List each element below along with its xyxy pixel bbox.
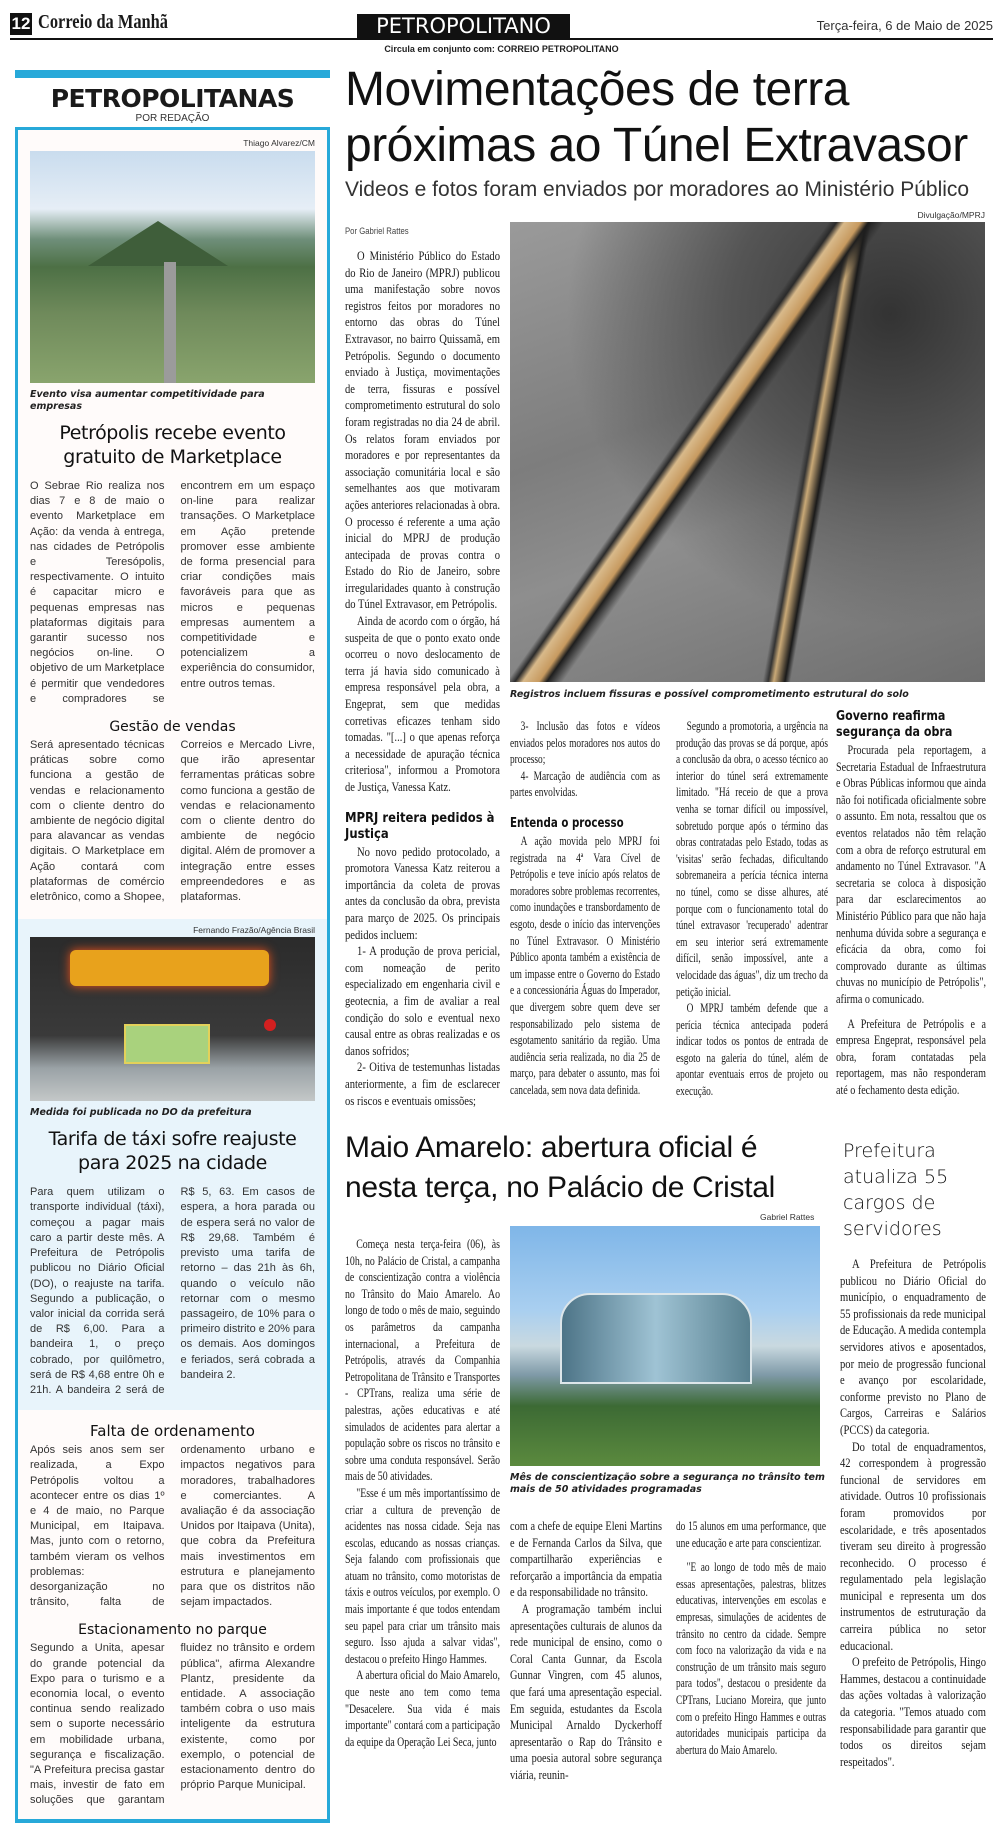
headline-line: Maio Amarelo: abertura oficial é [345, 1131, 758, 1164]
palacio-de-cristal-photo [510, 1226, 820, 1466]
sidebar-byline: POR REDAÇÃO [135, 113, 210, 124]
paragraph: A abertura oficial do Maio Amarelo, que neste ano tem como tema "Desacelere. Sua vida é mais importante" contará com a participação da equipe da Operação Lei Seca, junto [345, 1668, 500, 1749]
maio-column-3 [676, 1518, 826, 1758]
subhead: MPRJ reitera pedidos à Justiça [345, 809, 495, 842]
paragraph: 1- A produção de prova pericial, com nomeação de perito especializado em engenharia civil e geotecnia, a fim de avaliar a real condição do solo e eventual nexo causal entre as obras realizadas e os danos sofridos; [345, 944, 500, 1058]
story-headline: Petrópolis recebe evento gratuito de Marketplace [59, 422, 286, 468]
paragraph: 4- Marcação de audiência com as partes envolvidas. [510, 768, 660, 800]
subhead: Governo reafirma segurança da obra [836, 708, 953, 740]
taxi-roof-sign [124, 1024, 210, 1063]
paragraph: 3- Inclusão das fotos e vídeos enviados pelos moradores nos autos do processo; [510, 719, 660, 767]
headline-line: Movimentações de terra [345, 63, 849, 116]
servidores-body [840, 1256, 986, 1770]
article-column-4 [836, 708, 986, 1098]
paragraph: A programação também inclui apresentações culturais de alunos da rede municipal de ensino, como o Coral Canta Gunnar, da Escola Gunnar Vingren, com 45 alunos, que fará uma apresentação especial. Em seguida, estudantes da Escola Municipal Arnaldo Dyckerhoff apresentarão o Rap do Trânsito e uma poesia autoral sobre segurança viária, reunin- [510, 1601, 662, 1782]
story-body: Será apresentado técnicas práticas sobre como funciona a gestão de vendas e relacionamento com o cliente dentro do ambiente de negócio digital para alavancar as vendas digitais. O Marketplace em Ação contará com plataformas de comércio eletrônico, como a Shopee, Correios e Mercado Livre, que irão apresentar ferramentas práticas sobre como funciona a gestão de vendas e relacionamento com o cliente dentro do ambiente de negócio digital. Além de promover a integração entre esses empreendedores e as plataformas. [30, 739, 315, 904]
soil-crack-photo [510, 222, 985, 682]
paragraph: Procurada pela reportagem, a Secretaria Estadual de Infraestrutura e Obras Públicas informou que ainda não foi notificada oficialmente sobre o assunto. Em nota, ressaltou que os eventos relatados não têm relação com a obra de reforço estrutural em andamento no Túnel Extravasor. "A secretaria se coloca à disposição para dar esclarecimentos ao Ministério Público para que não haja nenhuma dúvida sobre a segurança e eficácia da obra, como foi comprovado durante as últimas chuvas no município de Petrópolis", afirma o comunicado. [836, 743, 986, 1006]
sidebar-box [15, 127, 330, 1823]
photo-credit: Divulgação/MPRJ [917, 210, 985, 220]
maio-headline [345, 1128, 825, 1208]
story-subhead: Estacionamento no parque [78, 1622, 267, 1639]
sidebar-accent-bar [15, 70, 330, 78]
main-subheadline: Videos e fotos foram enviados por moradores ao Ministério Público [345, 178, 970, 201]
article-column-3 [676, 718, 828, 1100]
headline-line: próximas ao Túnel Extravasor [345, 119, 968, 172]
petropolis-aerial-photo [30, 151, 315, 383]
paragraph: O prefeito de Petrópolis, Hingo Hammes, destacou a continuidade das ações voltadas à valorização da categoria. "Temos atuado com responsabilidade para garantir que todos os direitos sejam respeitados". [840, 1655, 986, 1769]
issue-date: Terça-feira, 6 de Maio de 2025 [816, 18, 993, 33]
photo-credit: Fernando Frazão/Agência Brasil [193, 925, 315, 936]
red-light [264, 1019, 276, 1031]
paragraph: No novo pedido protocolado, a promotora Vanessa Katz reiterou a importância da coleta de provas antes da conclusão da obra, prevista para março de 2025. Os principais pedidos incluem: [345, 844, 500, 942]
headline-line: nesta terça, no Palácio de Cristal [345, 1171, 776, 1204]
mountain-shape [88, 221, 228, 266]
story-body: O Sebrae Rio realiza nos dias 7 e 8 de maio o evento Marketplace em Ação: da venda à entrega, nas cidades de Petrópolis e Teresópolis, respectivamente. O intuito é capacitar micro e pequenas empresas nas plataformas digitais para garantir sucesso nos negócios on-line. O objetivo de um Marketplace é permitir que vendedores e compradores se encontrem em um espaço on-line para realizar transações. O Marketplace em Ação pretende promover esse ambiente de forma presencial para criar condições mais favoráveis para que as micros e pequenas empresas aumentem a competitividade e potencializem a experiência do consumidor, entre outros temas. [30, 480, 315, 705]
sidebar-title: PETROPOLITANAS [50, 84, 295, 113]
paragraph: Ainda de acordo com o órgão, há suspeita de que o ponto exato onde ocorreu o novo deslocamento de terra já havia sido comunicado à empresa responsável pela obra, a Engeprat, sem que medidas corretivas eficazes tenham sido tomadas. "[...] o que apenas reforça a necessidade de apuração técnica criteriosa", informou a Promotora de Justiça, Vanessa Katz. [345, 614, 500, 794]
photo-caption: Medida foi publicada no DO da prefeitura [30, 1107, 252, 1119]
article-column-2 [510, 718, 660, 1098]
glass-palace-shape [560, 1293, 752, 1384]
main-headline [345, 62, 990, 174]
paragraph: Segundo a promotoria, a urgência na produção das provas se dá porque, após a conclusão da obra, o acesso técnico ao interior do túnel será extremamente limitado. "Há receio de que a prova venha se tornar difícil ou impossível, sobretudo porque após o término das obras contratadas pelo Estado, todas as 'visitas' serão fechadas, dificultando sobremaneira a perícia técnica interna no túnel, como se disse alhures, até porque com o funcionamento total do túnel extravasor 'recuperado' adentrar em seu interior será extremamente difícil, senão impossível, ante a velocidade das águas", diz um trecho da petição inicial. [676, 719, 828, 999]
story-headline: Falta de ordenamento [90, 1422, 255, 1441]
story-body: Após seis anos sem ser realizada, a Expo Petrópolis voltou a acontecer entre os dias 1º e 4 de maio, no Parque Municipal, em Itaipava. Mas, junto com o retorno, também vieram os velhos problemas: desorganização no trânsito, falta de ordenamento urbano e impactos negativos para moradores, trabalhadores e comerciantes. A avaliação é da associação Unidos por Itaipava (Unita), que cobra da Prefeitura mais investimentos em estrutura e planejamento para que os distritos não sejam impactados. [30, 1444, 315, 1609]
header-rule [10, 38, 993, 40]
paragraph: "Esse é um mês importantíssimo de criar a cultura de prevenção de acidentes nas nossa cidade. Seja nas escolas, educando as nossas crianças. Seja falando com profissionais que atuam no trânsito, como motoristas de táxis e outros veículos, por exemplo. O mais importante é que todos entendam seu papel para criar um trânsito mais seguro. Isso ajuda a salvar vidas", destacou o prefeito Hingo Hammes. [345, 1485, 500, 1666]
servidores-headline: Prefeitura atualiza 55 cargos de servidores [843, 1140, 949, 1240]
paragraph: A Prefeitura de Petrópolis e a empresa Engeprat, responsável pela obra, foram contatadas pela reportagem, mas não responderam até o fechamento desta edição. [836, 1016, 986, 1097]
paragraph: O MPRJ também defende que a perícia técnica antecipada poderá indicar todos os pontos de entrada de esgoto na galeria do túnel, além de apontar eventuais erros de projeto ou execução. [676, 1001, 828, 1099]
circulation-note: Circula em conjunto com: CORREIO PETROPOLITANO [384, 44, 619, 54]
photo-caption: Mês de conscientização sobre a segurança no trânsito tem mais de 50 atividades programadas [510, 1472, 825, 1495]
story-body: Segundo a Unita, apesar do grande potencial da Expo para o turismo e a economia local, o evento continua sendo realizado sem o suporte necessário em mobilidade urbana, segurança e fiscalização. "A Prefeitura precisa gastar mais, investir de fato em soluções que garantam fluidez no trânsito e ordem pública", afirma Alexandre Plantz, presidente da entidade. A associação também cobra o uso mais inteligente da estrutura existente, como por exemplo, o potencial de estacionamento dentro do próprio Parque Municipal. [30, 1642, 315, 1807]
page-number: 12 [11, 14, 31, 33]
byline: Gabriel Rattes [760, 1212, 815, 1222]
byline: Por Gabriel Rattes [345, 226, 409, 236]
section-title: PETROPOLITANO [357, 14, 570, 39]
article-column-1 [345, 226, 500, 1109]
photo-caption: Evento visa aumentar competitividade para empresas [30, 389, 265, 412]
paragraph: O Ministério Público do Estado do Rio de Janeiro (MPRJ) publicou uma manifestação sobre novos registros feitos por moradores no entorno das obras do Túnel Extravasor, no bairro Quissamã, em Petrópolis. Segundo o documento enviado à Justiça, movimentações de terra, fissuras e possível comprometimento estrutural do solo foram registradas no dia 24 de abril. Os relatos foram enviados por moradores e por representantes da associação comunitária local e são semelhantes aos que motivaram ações anteriores relacionadas à obra. O processo é referente a uma ação inicial do MPRJ de produção antecipada de provas contra o Estado do Rio de Janeiro, sobre irregularidades quanto à construção do Túnel Extravasor, em Petrópolis. [345, 249, 500, 612]
story-body: Para quem utilizam o transporte individual (táxi), começou a pagar mais caro a partir deste mês. A Prefeitura de Petrópolis publicou no Diário Oficial (DO), o reajuste na tarifa. Segundo a publicação, o valor inicial da corrida será de R$ 6,00. Para a bandeira 1, o preço cobrado, por quilômetro, será de R$ 4,68 entre 0h e 21h. A bandeira 2 será de R$ 5, 63. Em casos de espera, a hora parada ou de espera será no valor de R$ 29,68. Também é previsto uma tarifa de retorno – das 21h às 6h, quando o veículo não retornar com o mesmo passageiro, de 10% para o primeiro distrito e 20% para os demais. Aos domingos e feriados, será cobrada a bandeira 2. [30, 1186, 316, 1396]
photo-credit: Thiago Alvarez/CM [243, 138, 315, 148]
paragraph: com a chefe de equipe Eleni Martins e de Fernanda Carlos da Silva, que compartilharão experiências e reforçarão a importância da empatia e da responsabilidade no trânsito. [510, 1519, 662, 1600]
taxi-sign-lights [70, 950, 270, 986]
story-headline: Tarifa de táxi sofre reajuste para 2025 na cidade [48, 1128, 297, 1175]
paragraph: "E ao longo de todo mês de maio essas apresentações, palestras, blitzes educativas, intervenções em escolas e empresas, simulações de acidentes de trânsito no centro da cidade. Sempre com foco na valorização da vida e na construção de um trânsito mais seguro para todos", destacou o presidente da CPTrans, Luciano Moreira, que junto com o prefeito Hingo Hammes e outras autoridades municipais participa da abertura do Maio Amarelo. [676, 1560, 826, 1757]
newspaper-name: Correio da Manhã [38, 11, 168, 33]
maio-column-2 [510, 1518, 662, 1784]
avenue-shape [164, 262, 176, 383]
paragraph: do 15 alunos em uma performance, que une educação e arte para conscientizar. [676, 1519, 826, 1550]
paragraph: 2- Oitiva de testemunhas listadas anteriormente, a fim de esclarecer os riscos e eventuais omissões; [345, 1060, 500, 1108]
taxi-photo [30, 937, 315, 1101]
photo-caption: Registros incluem fissuras e possível comprometimento estrutural do solo [510, 689, 909, 700]
paragraph: Do total de enquadramentos, 42 correspondem à progressão funcional de servidores em atividade. Outros 10 profissionais foram promovidos por escolaridade, e três aposentados tiveram seu direito à progressão reconhecido. O processo é regulamentado pela legislação municipal e representa um dos instrumentos de estruturação da carreira pública no setor educacional. [840, 1439, 986, 1653]
taxi-story [18, 919, 327, 1410]
paragraph: Começa nesta terça-feira (06), às 10h, no Palácio de Cristal, a campanha de conscientização contra a violência no Trânsito do Maio Amarelo. Ao longo de todo o mês de maio, seguindo os parâmetros da campanha internacional, a Prefeitura de Petrópolis, através da Companhia Petropolitana de Trânsito e Transportes - CPTrans, realiza uma série de palestras, ações educativas e até simulados de acidentes para alertar a população sobre os riscos no trânsito e sobre uma conduta responsável. Serão mais de 50 atividades. [345, 1237, 500, 1484]
maio-column-1 [345, 1236, 500, 1750]
petropolitanas-sidebar [15, 70, 330, 1823]
paragraph: A Prefeitura de Petrópolis publicou no Diário Oficial do município, o enquadramento de 55 profissionais da rede municipal de Educação. A medida contempla servidores ativos e aposentados, por meio de progressão funcional e avanço por escolaridade, conforme previsto no Plano de Cargos, Carreiras e Salários (PCCS) da categoria. [840, 1257, 986, 1437]
paragraph: A ação movida pelo MPRJ foi registrada na 4ª Vara Cível de Petrópolis e teve início após relatos de moradores sobre problemas recorrentes, como inundações e transbordamento de esgoto, desde o início das intervenções no Túnel Extravasor. O Ministério Público aponta também a existência de um impasse entre o Governo do Estado e a concessionária Águas do Imperador, que divergem sobre quem deve ser responsabilizado pelo sistema de esgotamento sanitário da região. Uma audiência seria realizada, no dia 25 de março, para debater o assunto, mas foi cancelada, sem nova data definida. [510, 833, 660, 1097]
subhead: Entenda o processo [510, 814, 624, 831]
story-subhead: Gestão de vendas [109, 719, 236, 736]
